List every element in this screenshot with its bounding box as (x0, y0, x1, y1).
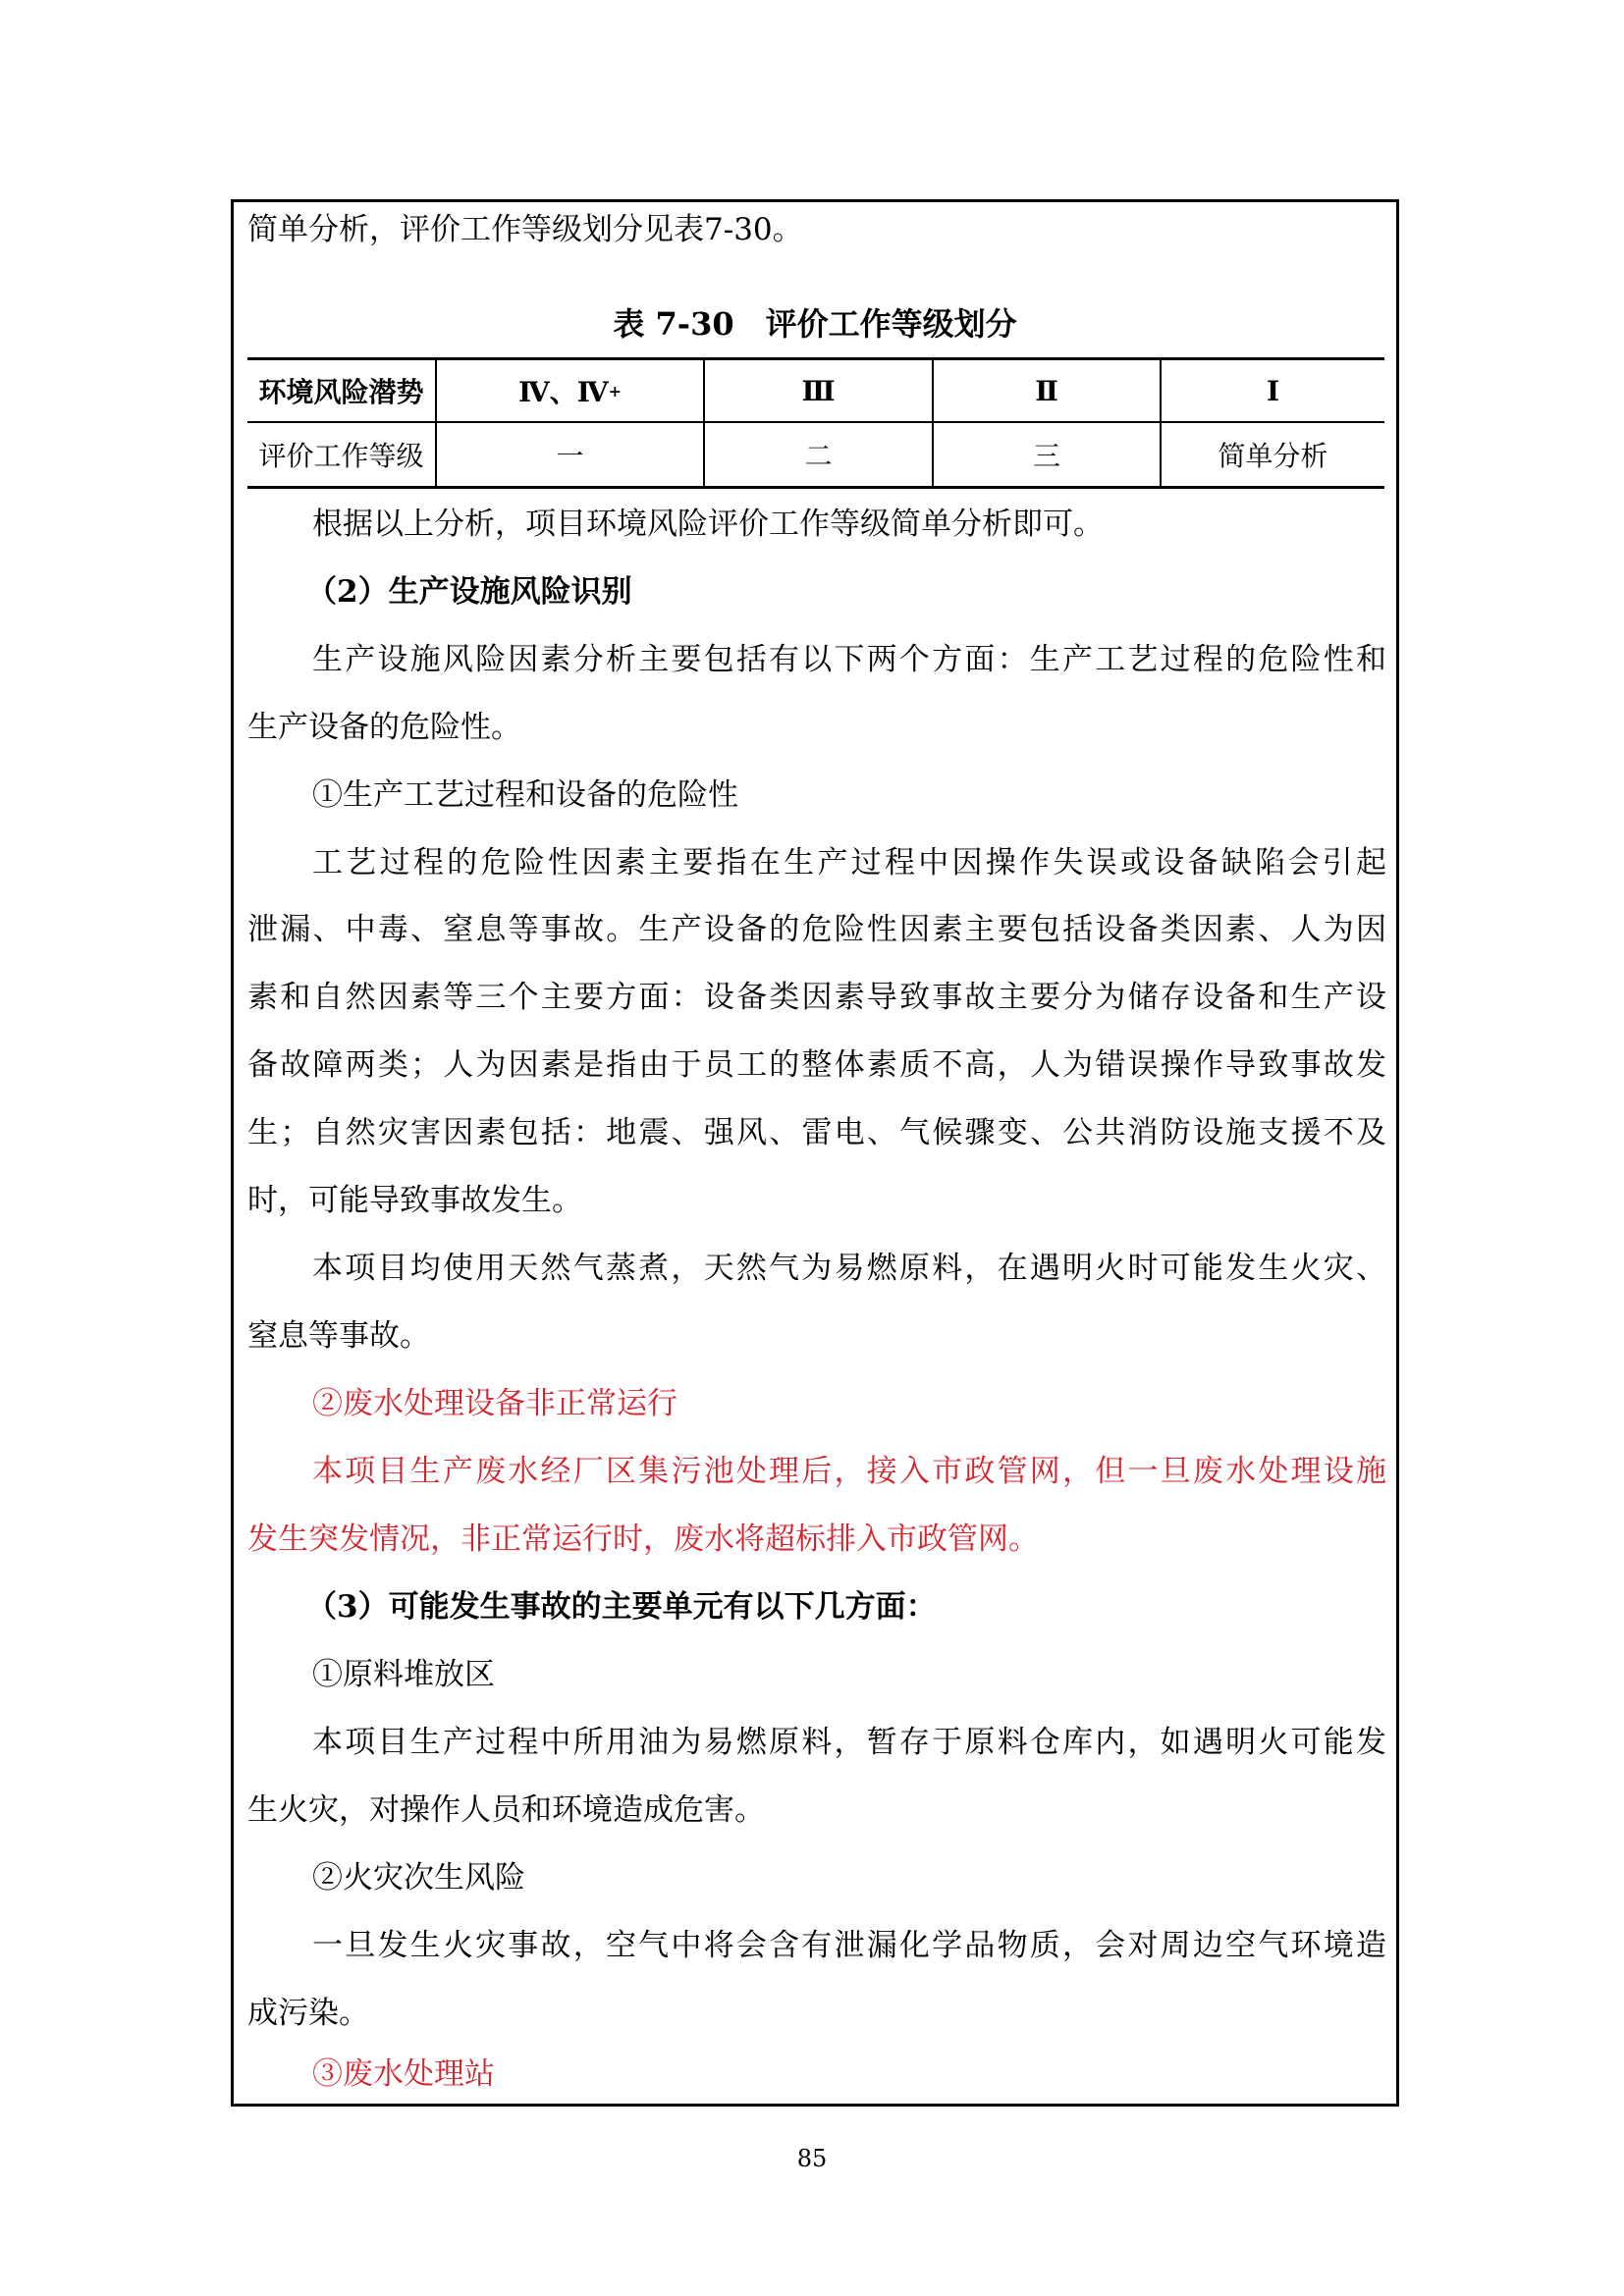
subsection-heading: ③废水处理站 (312, 2056, 495, 2092)
table-header-cell: Ⅲ (801, 374, 836, 407)
paragraph-line: 生；自然灾害因素包括：地震、强风、雷电、气候骤变、公共消防设施支援不及 (247, 1115, 1386, 1150)
paragraph-line: 发生突发情况，非正常运行时，废水将超标排入市政管网。 (247, 1522, 1039, 1557)
section-heading: （2）生产设施风险识别 (306, 574, 632, 610)
paragraph-line: 简单分析，评价工作等级划分见表7-30。 (247, 212, 803, 247)
table-header-cell: Ⅱ (1035, 374, 1058, 407)
table-cell: 三 (1032, 440, 1060, 472)
subsection-heading: ②火灾次生风险 (312, 1860, 525, 1896)
risk-level-table (247, 357, 1384, 489)
paragraph-line: 泄漏、中毒、窒息等事故。生产设备的危险性因素主要包括设备类因素、人为因 (247, 912, 1386, 947)
paragraph-line: 生产设备的危险性。 (247, 710, 521, 745)
paragraph-line: 本项目均使用天然气蒸煮，天然气为易燃原料，在遇明火时可能发生火灾、 (312, 1251, 1386, 1286)
subsection-heading: ②废水处理设备非正常运行 (312, 1386, 677, 1421)
table-cell: 简单分析 (1218, 440, 1328, 472)
table-title: 表 7-30 评价工作等级划分 (613, 305, 1017, 343)
paragraph-line: 素和自然因素等三个主要方面：设备类因素导致事故主要分为储存设备和生产设 (247, 980, 1386, 1015)
paragraph-line: 生火灾，对操作人员和环境造成危害。 (247, 1792, 765, 1828)
subsection-heading: ①生产工艺过程和设备的危险性 (312, 777, 738, 813)
paragraph-line: 生产设施风险因素分析主要包括有以下两个方面：生产工艺过程的危险性和 (312, 642, 1386, 677)
table-cell: 评价工作等级 (258, 440, 424, 472)
paragraph-line: 一旦发生火灾事故，空气中将会含有泄漏化学品物质，会对周边空气环境造 (312, 1928, 1386, 1963)
paragraph-line: 根据以上分析，项目环境风险评价工作等级简单分析即可。 (312, 507, 1104, 542)
subsection-heading: ①原料堆放区 (312, 1657, 495, 1692)
table-bottom-rule (247, 486, 1384, 489)
paragraph-line: 工艺过程的危险性因素主要指在生产过程中因操作失误或设备缺陷会引起 (312, 845, 1386, 881)
paragraph-line: 时，可能导致事故发生。 (247, 1183, 582, 1218)
paragraph-line: 窒息等事故。 (247, 1318, 430, 1354)
table-header-cell: Ⅰ (1266, 374, 1280, 407)
page-number: 85 (796, 2145, 828, 2172)
table-header-cell: Ⅳ、Ⅳ + (518, 376, 622, 408)
section-heading: （3）可能发生事故的主要单元有以下几方面： (306, 1589, 937, 1625)
table-cell: 二 (804, 440, 833, 472)
paragraph-line: 成污染。 (247, 1996, 369, 2031)
table-header-cell: 环境风险潜势 (258, 376, 424, 408)
paragraph-line: 本项目生产废水经厂区集污池处理后，接入市政管网，但一旦废水处理设施 (312, 1454, 1386, 1489)
table-cell: 一 (556, 440, 584, 472)
paragraph-line: 本项目生产过程中所用油为易燃原料，暂存于原料仓库内，如遇明火可能发 (312, 1725, 1386, 1760)
paragraph-line: 备故障两类；人为因素是指由于员工的整体素质不高，人为错误操作导致事故发 (247, 1047, 1386, 1083)
